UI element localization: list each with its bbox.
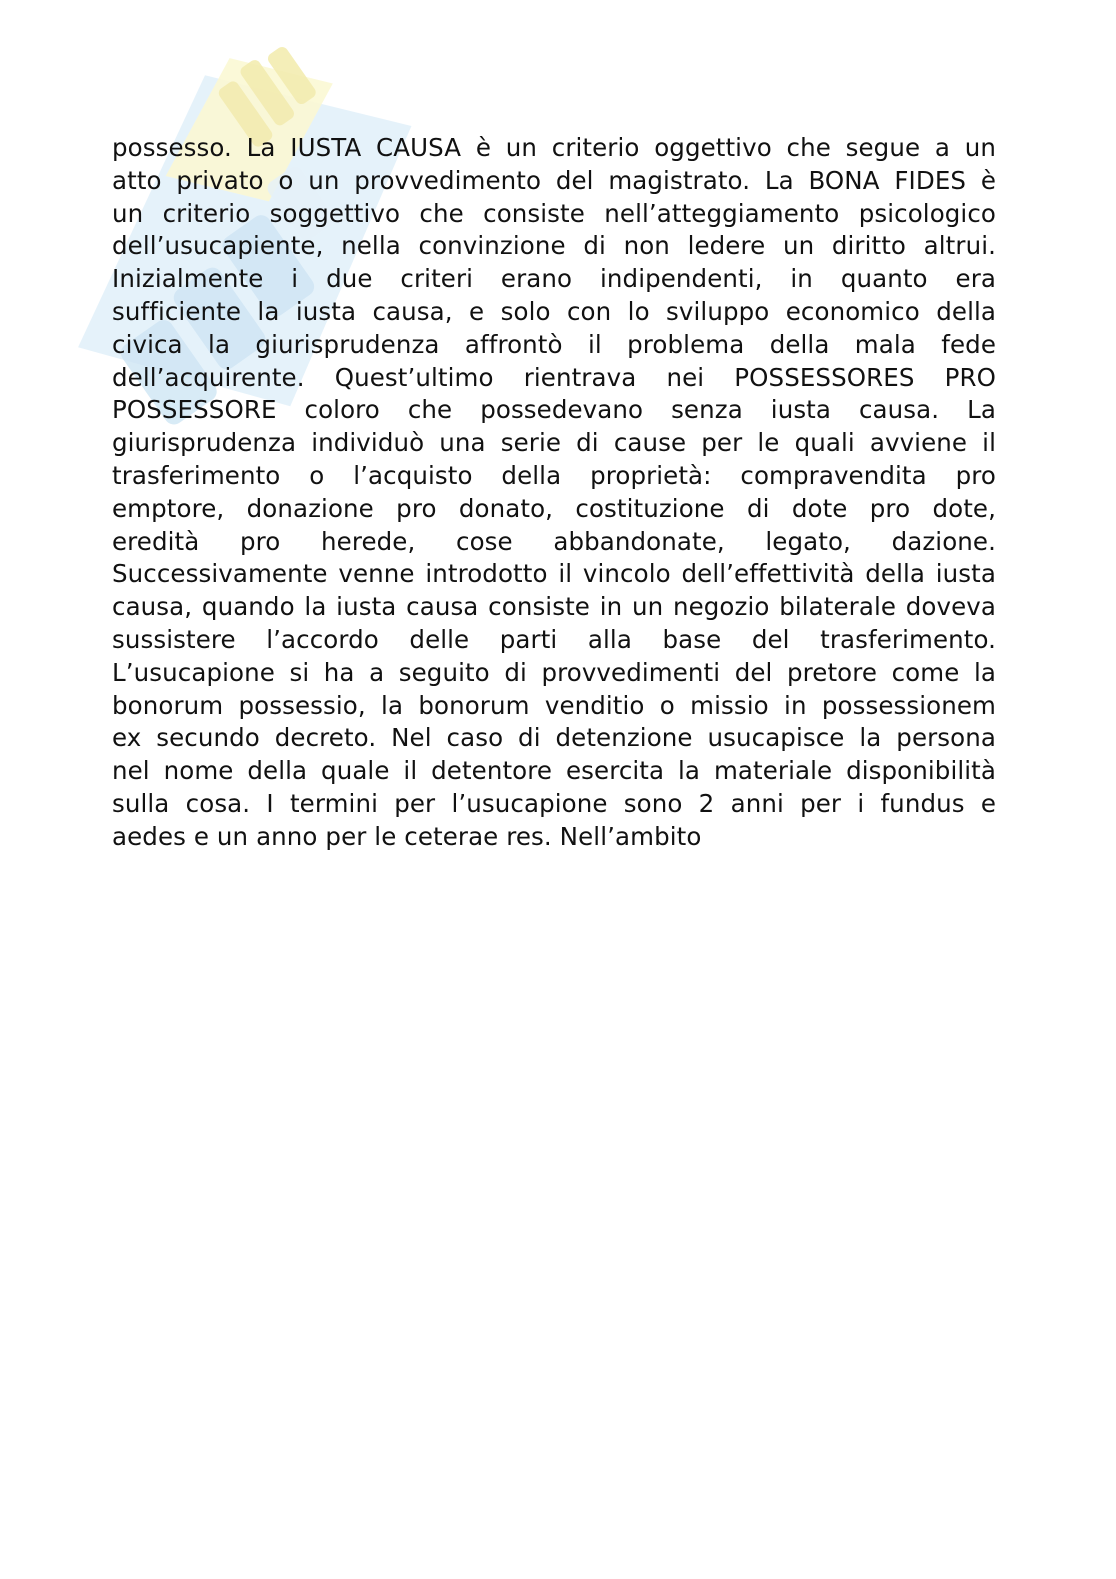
text-line: Successivamente venne introdotto il vincolo dell’effettività della iusta: [112, 559, 996, 589]
text-line: Inizialmente i due criteri erano indipendenti, in quanto era: [112, 264, 996, 294]
text-line: sussistere l’accordo delle parti alla base del trasferimento.: [112, 624, 996, 654]
text-line: emptore, donazione pro donato, costituzione di dote pro dote,: [112, 493, 996, 523]
text-line: civica la giurisprudenza affrontò il problema della mala fede: [112, 329, 996, 359]
text-line: possesso. La IUSTA CAUSA è un criterio oggettivo che segue a un: [112, 133, 996, 162]
text-line: ex secundo decreto. Nel caso di detenzione usucapisce la persona: [112, 723, 996, 753]
text-line: aedes e un anno per le ceterae res. Nell’ambito: [112, 821, 702, 851]
text-line: giurisprudenza individuò una serie di cause per le quali avviene il: [112, 428, 996, 458]
text-line: sulla cosa. I termini per l’usucapione sono 2 anni per i fundus e: [112, 788, 996, 818]
text-line: causa, quando la iusta causa consiste in un negozio bilaterale doveva: [112, 592, 996, 622]
text-line: POSSESSORE coloro che possedevano senza iusta causa. La: [112, 395, 996, 425]
text-line: sufficiente la iusta causa, e solo con lo sviluppo economico della: [112, 296, 996, 326]
text-line: eredità pro herede, cose abbandonate, legato, dazione.: [112, 526, 996, 556]
text-line: bonorum possessio, la bonorum venditio o missio in possessionem: [112, 690, 996, 720]
text-line: un criterio soggettivo che consiste nell’atteggiamento psicologico: [112, 198, 996, 228]
text-line: L’usucapione si ha a seguito di provvedimenti del pretore come la: [112, 657, 996, 687]
text-line: trasferimento o l’acquisto della proprietà: compravendita pro: [112, 460, 996, 490]
text-line: nel nome della quale il detentore esercita la materiale disponibilità: [112, 756, 996, 786]
text-line: dell’usucapiente, nella convinzione di non ledere un diritto altrui.: [112, 231, 996, 261]
text-line: atto privato o un provvedimento del magistrato. La BONA FIDES è: [112, 165, 996, 195]
document-body: [112, 132, 996, 854]
text-line: dell’acquirente. Quest’ultimo rientrava nei POSSESSORES PRO: [112, 362, 996, 392]
